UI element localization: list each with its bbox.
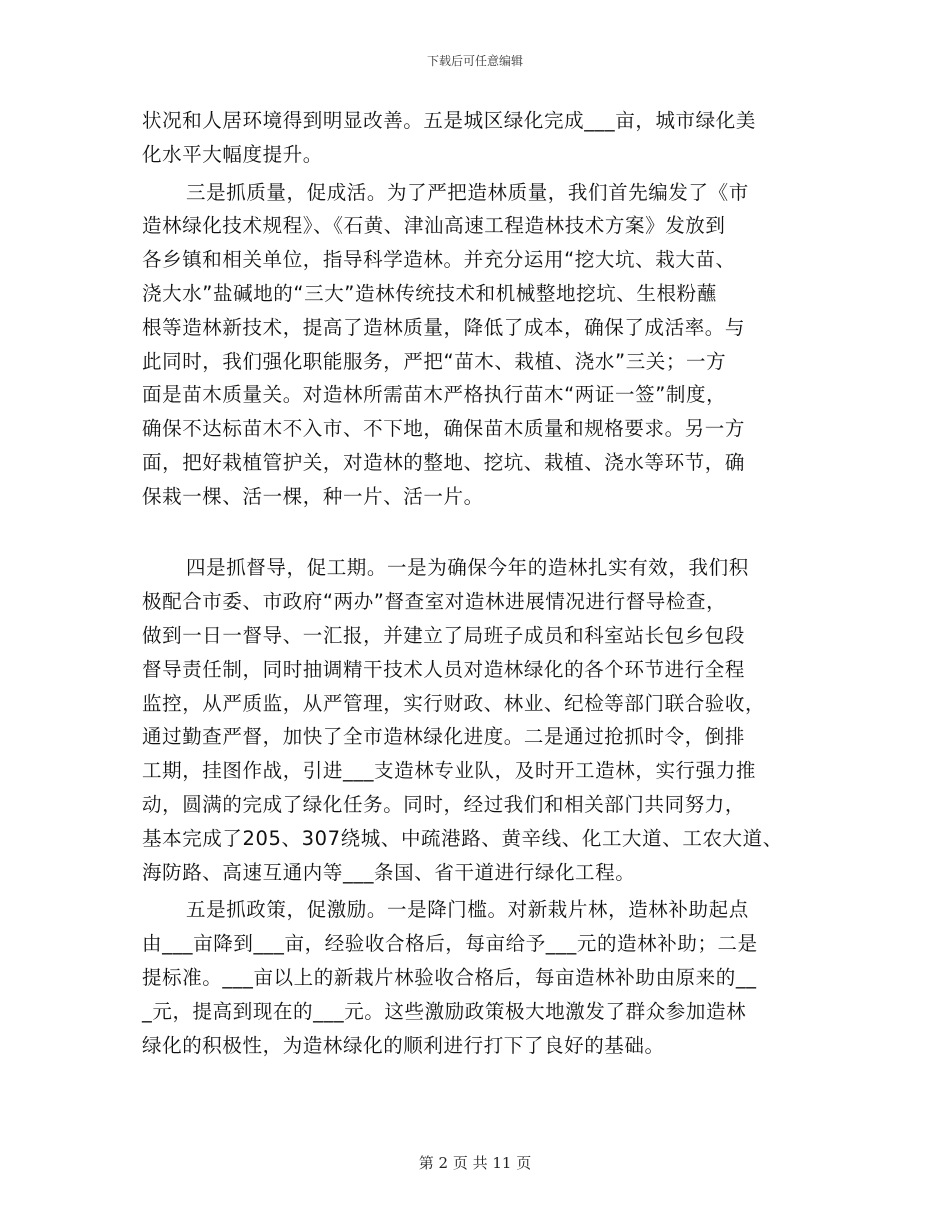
- text-line: 由___亩降到___亩，经验收合格后，每亩给予___元的造林补助；二是: [142, 932, 758, 956]
- document-body: [142, 104, 818, 1062]
- text-line: 四是抓督导，促工期。一是为确保今年的造林扎实有效，我们积: [186, 556, 749, 580]
- text-line: 面，把好栽植管护关，对造林的整地、挖坑、栽植、浇水等环节，确: [142, 450, 746, 474]
- page-number: 第 2 页 共 11 页: [418, 1154, 532, 1172]
- paragraph: [142, 551, 818, 889]
- text-line: 海防路、高速互通内等___条国、省干道进行绿化工程。: [142, 860, 636, 884]
- text-line: 各乡镇和相关单位，指导科学造林。并充分运用“挖大坑、栽大苗、: [142, 248, 736, 272]
- text-line: 五是抓政策，促激励。一是降门槛。对新栽片林，造林补助起点: [186, 898, 749, 922]
- text-line: 做到一日一督导、一汇报，并建立了局班子成员和科室站长包乡包段: [142, 623, 746, 647]
- text-line: 化水平大幅度提升。: [142, 142, 323, 166]
- text-line: 监控，从严质监，从严管理，实行财政、林业、纪检等部门联合验收，: [142, 691, 766, 715]
- paragraph: [142, 893, 818, 1062]
- text-line: 造林绿化技术规程》、《石黄、津汕高速工程造林技术方案》发放到: [142, 214, 726, 238]
- text-line: 动，圆满的完成了绿化任务。同时，经过我们和相关部门共同努力，: [142, 792, 746, 816]
- text-line: 督导责任制，同时抽调精干技术人员对造林绿化的各个环节进行全程: [142, 657, 746, 681]
- text-line: 确保不达标苗木不入市、不下地，确保苗木质量和规格要求。另一方: [142, 417, 746, 441]
- text-line: 提标准。___亩以上的新栽片林验收合格后，每亩造林补助由原来的__: [142, 965, 757, 989]
- paragraph: [142, 104, 818, 172]
- text-line: 浇大水”盐碱地的“三大”造林传统技术和机械整地挖坑、生根粉蘸: [142, 281, 717, 305]
- text-line: 状况和人居环境得到明显改善。五是城区绿化完成___亩，城市绿化美: [142, 109, 756, 132]
- text-line: 根等造林新技术，提高了造林质量，降低了成本，确保了成活率。与: [142, 315, 746, 339]
- text-line: 极配合市委、市政府“两办”督查室对造林进展情况进行督导检查，: [142, 590, 727, 614]
- text-line: 保栽一棵、活一棵，种一片、活一片。: [142, 484, 484, 508]
- text-line: 工期，挂图作战，引进___支造林专业队，及时开工造林，实行强力推: [142, 759, 756, 783]
- text-line: 面是苗木质量关。对造林所需苗木严格执行苗木“两证一签”制度，: [142, 383, 727, 407]
- text-line: 基本完成了205、307绕城、中疏港路、黄辛线、化工大道、工农大道、: [142, 826, 783, 850]
- text-line: 绿化的积极性，为造林绿化的顺利进行打下了良好的基础。: [142, 1033, 665, 1057]
- text-line: 通过勤查严督，加快了全市造林绿化进度。二是通过抢抓时令，倒排: [142, 725, 746, 749]
- text-line: [142, 514, 818, 548]
- text-line: _元，提高到现在的___元。这些激励政策极大地激发了群众参加造林: [142, 999, 747, 1023]
- text-line: 此同时，我们强化职能服务，严把“苗木、栽植、浇水”三关；一方: [142, 349, 727, 373]
- page-header: 下载后可任意编辑: [426, 54, 523, 68]
- paragraph: [142, 176, 818, 548]
- text-line: 三是抓质量，促成活。为了严把造林质量，我们首先编发了《市: [186, 180, 749, 204]
